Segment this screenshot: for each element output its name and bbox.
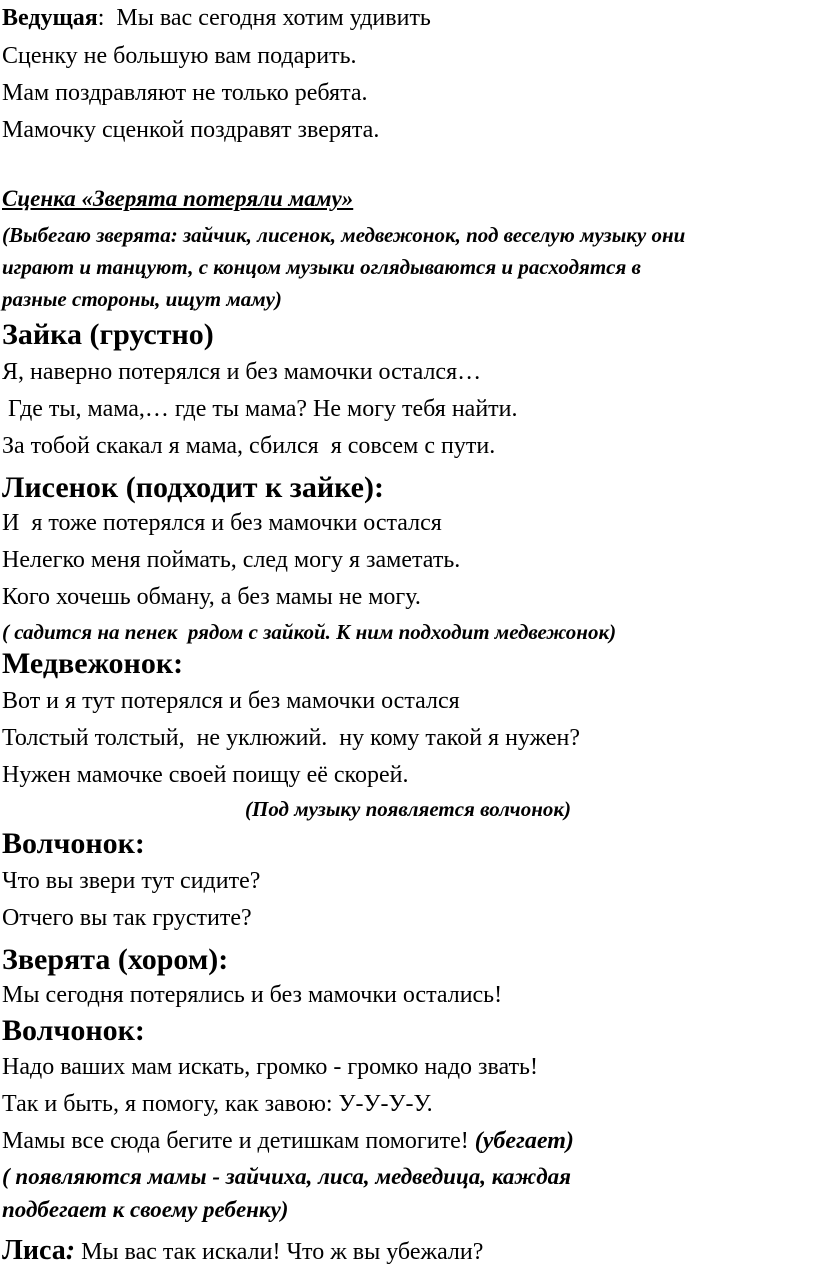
lisa-line (2, 1234, 483, 1268)
zveryata-line-1: Мы сегодня потерялись и без мамочки остались! (2, 982, 503, 1008)
scene-direction-3: разные стороны, ищут маму) (2, 287, 282, 311)
zaika-line-3: За тобой скакал я мама, сбился я совсем с пути. (2, 433, 496, 459)
volchonok2-line-2: Так и быть, я помогу, как завою: У-У-У-У. (2, 1091, 433, 1117)
intro-speaker-sep: : (97, 5, 105, 31)
scene-direction-2: играют и танцуют, с концом музыки оглядываются и расходятся в (2, 255, 641, 279)
medvezhonok-line-2: Толстый толстый, не уклюжий. ну кому такой я нужен? (2, 725, 581, 751)
intro-line-3: Мам поздравляют не только ребята. (2, 80, 368, 106)
scene-direction-1: (Выбегаю зверята: зайчик, лисенок, медвежонок, под веселую музыку они (2, 223, 686, 247)
scene-title: Сценка «Зверята потеряли маму» (2, 186, 354, 211)
medvezhonok-direction: (Под музыку появляется волчонок) (245, 797, 571, 821)
intro-line-2: Сценку не большую вам подарить. (2, 43, 357, 69)
volchonok2-line-3 (2, 1127, 574, 1155)
volchonok2-last-direction: (убегает) (474, 1128, 574, 1154)
lisenok-line-1: И я тоже потерялся и без мамочки остался (2, 510, 442, 536)
intro-line-4: Мамочку сценкой поздравят зверята. (2, 117, 380, 143)
volchonok2-last-line: Мамы все сюда бегите и детишкам помогите! (2, 1128, 475, 1154)
medvezhonok-line-3: Нужен мамочке своей поищу её скорей. (2, 762, 409, 788)
medvezhonok-line-1: Вот и я тут потерялся и без мамочки остался (2, 688, 460, 714)
volchonok-heading-2: Волчонок: (2, 1014, 145, 1047)
volchonok2-direction-2: подбегает к своему ребенку) (2, 1197, 289, 1222)
intro-speaker: Ведущая (2, 5, 98, 31)
intro-line-1 (2, 4, 431, 32)
zaika-line-2: Где ты, мама,… где ты мама? Не могу тебя найти. (2, 396, 518, 422)
lisa-text: Мы вас так искали! Что ж вы убежали? (75, 1239, 484, 1265)
zaika-heading: Зайка (грустно) (2, 318, 214, 351)
lisa-speaker-sep: : (65, 1235, 76, 1266)
volchonok1-line-2: Отчего вы так грустите? (2, 905, 252, 931)
lisenok-heading: Лисенок (подходит к зайке): (2, 471, 384, 504)
medvezhonok-heading: Медвежонок: (2, 647, 184, 680)
lisenok-line-3: Кого хочешь обману, а без мамы не могу. (2, 584, 421, 610)
volchonok2-line-1: Надо ваших мам искать, громко - громко надо звать! (2, 1054, 538, 1080)
zveryata-heading: Зверята (хором): (2, 943, 229, 976)
zaika-line-1: Я, наверно потерялся и без мамочки остался… (2, 359, 482, 385)
lisenok-line-2: Нелегко меня поймать, след могу я заметать. (2, 547, 461, 573)
volchonok1-line-1: Что вы звери тут сидите? (2, 868, 261, 894)
volchonok2-direction-1: ( появляются мамы - зайчиха, лиса, медведица, каждая (2, 1164, 571, 1189)
lisenok-direction: ( садится на пенек рядом с зайкой. К ним подходит медвежонок) (2, 620, 617, 644)
lisa-speaker: Лиса (2, 1235, 66, 1266)
volchonok-heading-1: Волчонок: (2, 827, 145, 860)
intro-first-line: Мы вас сегодня хотим удивить (104, 5, 431, 31)
